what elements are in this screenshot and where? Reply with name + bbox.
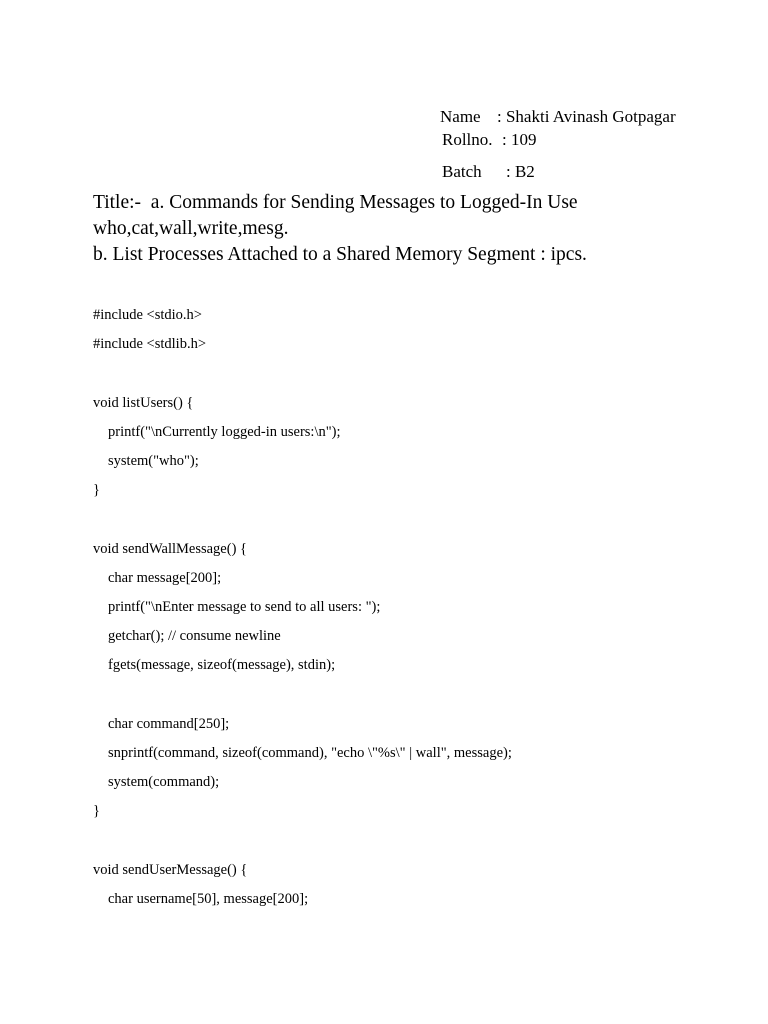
batch-value: : B2 (506, 162, 535, 181)
code-line: printf("\nCurrently logged-in users:\n"); (108, 423, 341, 440)
code-line: char message[200]; (108, 569, 222, 586)
code-line: system(command); (108, 774, 220, 790)
title-line-3: b. List Processes Attached to a Shared Memory Segment : ipcs. (93, 244, 587, 265)
rollno-label: Rollno. (442, 130, 493, 149)
code-line: } (93, 803, 100, 820)
code-line: #include <stdio.h> (93, 307, 202, 323)
code-line (93, 509, 733, 538)
rollno-value: : 109 (502, 130, 537, 149)
title-block (93, 190, 693, 268)
code-line: system("who"); (108, 452, 199, 469)
title-line-2: who,cat,wall,write,mesg. (93, 218, 289, 239)
code-line (93, 363, 733, 392)
code-line: char username[50], message[200]; (108, 890, 309, 907)
name-value: : Shakti Avinash Gotpagar (497, 107, 676, 126)
code-line (93, 830, 733, 859)
code-line: void sendWallMessage() { (93, 540, 247, 557)
code-line: printf("\nEnter message to send to all users: "); (108, 598, 381, 615)
code-line (93, 684, 733, 713)
code-listing (93, 305, 733, 918)
code-line: char command[250]; (108, 715, 230, 732)
code-line: snprintf(command, sizeof(command), "echo \"%s\" | wall", message); (108, 744, 512, 761)
title-line-1: Title:- a. Commands for Sending Messages to Logged-In Use (93, 192, 578, 213)
code-line: #include <stdlib.h> (93, 336, 207, 353)
batch-label: Batch (442, 162, 482, 181)
code-line: void listUsers() { (93, 394, 194, 411)
code-line: getchar(); // consume newline (108, 628, 281, 645)
code-line: void sendUserMessage() { (93, 861, 248, 878)
code-line: fgets(message, sizeof(message), stdin); (108, 657, 336, 674)
code-line: } (93, 482, 100, 499)
name-label: Name (440, 107, 481, 126)
